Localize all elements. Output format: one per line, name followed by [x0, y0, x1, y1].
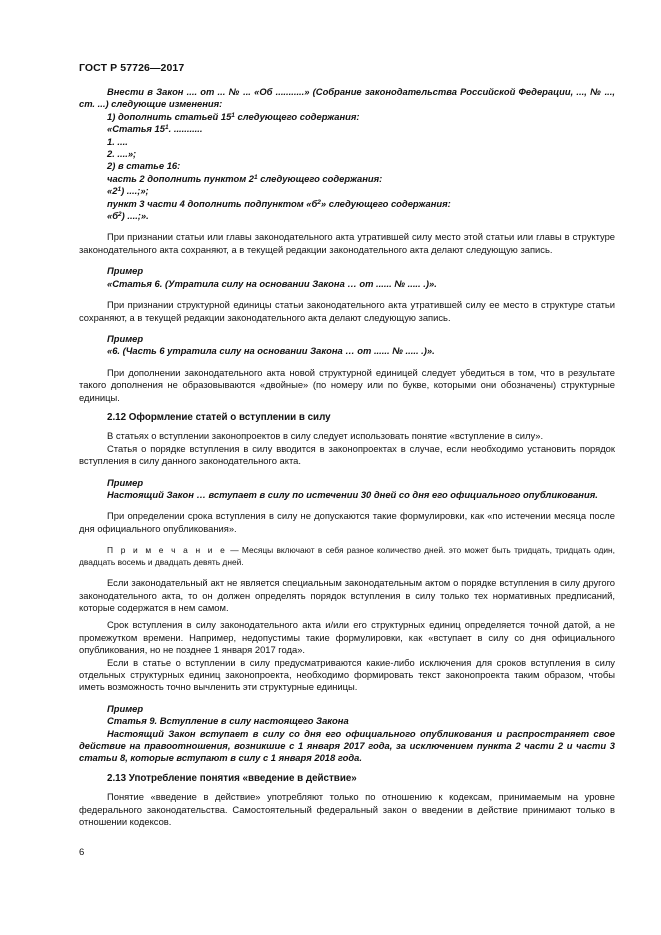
amendment-line: «$2^1$) ....;»; [107, 185, 149, 197]
example-label: Пример [107, 476, 144, 488]
paragraph: Если законодательный акт не является специальным законодательным актом о порядке вступления в силу другого законодательного акта, то он должен определять порядок вступления в силу только тех нормативных предписаний, которые содержатся в нем самом. [79, 577, 615, 613]
amendment-intro: Внести в Закон .... от ... № ... «Об ...........» (Собрание законодательства Российской Федерации, ..., № ..., ст. ...) следующие изменения: [79, 86, 615, 110]
amendment-line: 2) в статье 16: [107, 160, 181, 172]
page-content [79, 86, 615, 829]
example-label: Пример [107, 265, 144, 277]
paragraph: При дополнении законодательного акта новой структурной единицей следует убедиться в том, что в результате такого дополнения не образовываются «двойные» (по номеру или по букве, которыми они обозначены) структурные единицы. [79, 366, 615, 403]
paragraph: При признании статьи или главы законодательного акта утратившей силу место этой статьи или главы в структуре законодательного акта сохраняют, а в текущей редакции законодательного акта делают следующую запись. [79, 231, 615, 255]
paragraph: В статьях о вступлении законопроектов в силу следует использовать понятие «вступление в силу». [107, 430, 544, 442]
section-heading-2-12: 2.12 Оформление статей о вступлении в силу [107, 411, 331, 423]
paragraph: Срок вступления в силу законодательного акта и/или его структурных единиц определяется точной датой, а не промежутком времени. Например, недопустимы такие формулировки, как «вступает в силу со дня официального опубликования, но не позднее 1 января 2017 года». [79, 619, 615, 656]
note-label: П р и м е ч а н и е [107, 545, 227, 556]
example-text: «6. (Часть 6 утратила силу на основании Закона … от ...... № ..... .)». [107, 345, 435, 357]
note-text: — Месяцы включают в себя разное количество дней. это может быть тридцать, тридцать один, двадцать восемь и двадцать девять дней. [79, 545, 615, 568]
paragraph: Понятие «введение в действие» употребляют только по отношению к кодексам, принимаемым на уровне федерального законодательства. Самостоятельный федеральный закон о введении в действие принимают только в отношении кодексов. [79, 791, 615, 828]
amendment-example-block [79, 86, 615, 222]
paragraph: При определении срока вступления в силу не допускаются такие формулировки, как «по истечении месяца после дня официального опубликования». [79, 510, 615, 534]
amendment-line: «Статья $15^1$. ........... [107, 123, 203, 135]
paragraph: Статья о порядке вступления в силу вводится в законопроектах в случае, если необходимо установить порядок вступления в силу данного законодательного акта. [79, 442, 615, 467]
paragraph: Если в статье о вступлении в силу предусматриваются какие-либо исключения для сроков вступления в силу отдельных структурных единиц законопроекта, необходимо формировать текст законопроекта таким образом, чтобы иметь возможность точно вычленить эти структурные единицы. [79, 656, 615, 693]
example-text: «Статья 6. (Утратила силу на основании Закона … от ...... № ..... .)». [107, 277, 437, 289]
standard-code-header: ГОСТ Р 57726—2017 [79, 62, 185, 74]
amendment-line: 1. .... [107, 135, 128, 147]
amendment-line: «$б^2$) ....;». [107, 210, 149, 222]
amendment-line: 2. ....»; [107, 148, 137, 160]
note [79, 544, 615, 568]
amendment-line: часть 2 дополнить пунктом $2^1$ следующего содержания: [107, 172, 383, 184]
amendment-line: 1) дополнить статьей $15^1$ следующего содержания: [107, 110, 360, 122]
section-heading-2-13: 2.13 Употребление понятия «введение в действие» [107, 772, 357, 784]
example-text: Настоящий Закон вступает в силу со дня его официального опубликования и распространяет свое действие на правоотношения, возникшие с 1 января 2017 года, за исключением пункта 2 части 2 и части 3 статьи 8, которые вступают в силу с 1 января 2018 года. [79, 727, 615, 764]
example-text: Настоящий Закон … вступает в силу по истечении 30 дней со дня его официального опубликования. [107, 488, 598, 500]
example-label: Пример [107, 702, 144, 714]
paragraph: При признании структурной единицы статьи законодательного акта утратившей силу ее место в структуре статьи сохраняют, а в текущей редакции законодательного акта делают следующую запись. [79, 299, 615, 323]
example-article-title: Статья 9. Вступление в силу настоящего Закона [107, 715, 349, 727]
page-number: 6 [79, 847, 85, 858]
example-label: Пример [107, 332, 144, 344]
amendment-line: пункт 3 части 4 дополнить подпунктом «$б^2$» следующего содержания: [107, 197, 451, 209]
